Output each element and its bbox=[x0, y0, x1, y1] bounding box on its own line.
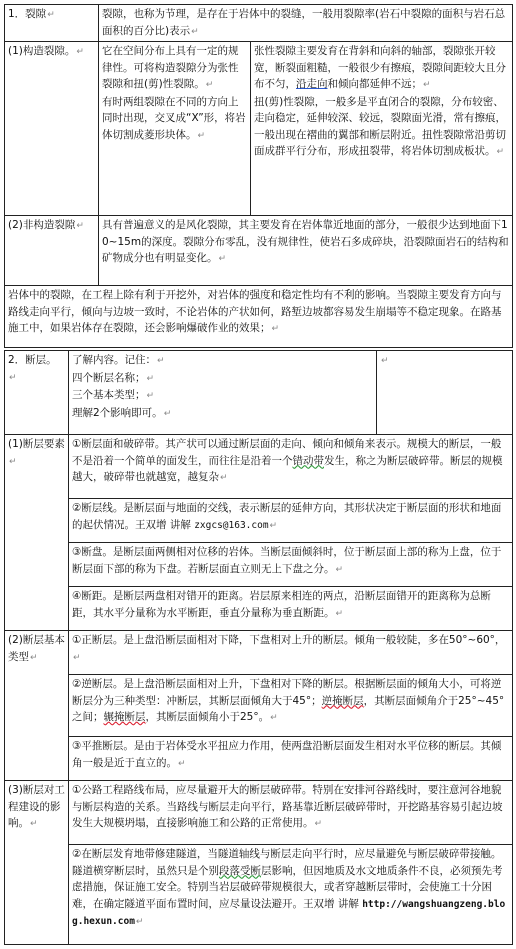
fault-wall-para: ③断盘。是断层面两侧相对位移的岩体。当断层面倾斜时，位于断层面上部的称为上盘，位于断层面下部的称为下盘。若断层面直立则无上下盘之分。↵ bbox=[69, 543, 513, 587]
fault-effects-label: (3)断层对工程建设的影响。↵ bbox=[5, 781, 69, 945]
nontectonic-fissure-text: 具有普遍意义的是风化裂隙，其主要发育在岩体靠近地面的部分，一般很少达到地面下10~15m的深度。裂隙分布零乱，没有规律性，使岩石多成碎块，沿裂隙面岩石的结构和矿物成分也有明显变化。↵ bbox=[99, 216, 513, 286]
reverse-fault-para: ②逆断层。是上盘沿断层面相对上升，下盘相对下降的断层。根据断层面的倾角大小，可将逆断层分为三种类型：冲断层，其断层面倾角大于45°；逆掩断层，其断层面倾角介于25°~45°之间；辗掩断层，其断层面倾角小于25°。↵ bbox=[69, 675, 513, 737]
fault-title-cell: 2．断层。↵ bbox=[5, 351, 69, 435]
aim-item: 了解内容。记住：↵ bbox=[72, 354, 165, 366]
normal-fault-para: ①正断层。是上盘沿断层面相对下降，下盘相对上升的断层。倾角一般较陡，多在50°~60°，↵ bbox=[69, 631, 513, 675]
fault-types-label: (2)断层基本类型↵ bbox=[5, 631, 69, 781]
nontectonic-fissure-label: (2)非构造裂隙↵ bbox=[5, 216, 99, 286]
shear-fissure-para: 扭(剪)性裂隙，一般多是平直闭合的裂隙，分布较密、走向稳定，延伸较深、较远，裂隙面光滑，常有擦痕，一般出现在褶曲的翼部和断层附近。扭性裂隙常沿剪切面成群平行分布，形成扭裂带，将岩体切割成板状。↵ bbox=[254, 95, 506, 157]
fissure-summary-cell: 岩体中的裂隙，在工程上除有利于开挖外，对岩体的强度和稳定性均有不利的影响。当裂隙主要发育方向与路线走向平行，倾向与边坡一致时，不论岩体的产状如何，路堑边坡都容易发生崩塌等不稳定现象。在路基施工中，如果岩体存在裂隙，还会影响爆破作业的效果；↵ bbox=[5, 286, 513, 348]
aim-item: 四个断层名称；↵ bbox=[72, 371, 155, 384]
fault-learning-aims bbox=[69, 351, 377, 435]
fault-throw-para: ④断距。是断层两盘相对错开的距离。岩层原来相连的两点，沿断层面错开的距离称为总断距，其水平分量称为水平断距，垂直分量称为垂直断距。↵ bbox=[69, 587, 513, 631]
tectonic-fissure-label: (1)构造裂隙。↵ bbox=[5, 42, 99, 216]
empty-cell: ↵ bbox=[377, 351, 513, 435]
fissure-title-cell: 1．裂隙↵ bbox=[5, 5, 99, 42]
blog-link[interactable]: http://wangshuangzeng.blog.hexun.com bbox=[72, 898, 506, 927]
email-text: zxgcs@163.com bbox=[194, 519, 269, 531]
fault-plane-para: ①断层面和破碎带。其产状可以通过断层面的走向、倾向和倾角来表示。规模大的断层，一般不是沿着一个简单的面发生，而往往是沿着一个错动带发生，称之为断层破碎带。断层的规模越大，破碎带也就越宽，越复杂↵ bbox=[69, 435, 513, 499]
fault-table bbox=[4, 350, 513, 945]
aim-item: 三个基本类型；↵ bbox=[72, 389, 155, 401]
tectonic-overview-para-2: 有时两组裂隙在不同的方向上同时出现，交叉成“X”形，将岩体切割成菱形块体。↵ bbox=[102, 95, 246, 141]
aim-item: 理解2个影响即可。↵ bbox=[72, 406, 172, 419]
fault-elements-label: (1)断层要素↵ bbox=[5, 435, 69, 631]
strike-slip-fault-para: ③平推断层。是由于岩体受水平扭应力作用，使两盘沿断层面发生相对水平位移的断层。其倾角一般是近于直立的。↵ bbox=[69, 737, 513, 781]
highway-layout-para: ①公路工程路线布局，应尽量避开大的断层破碎带。特别在安排河谷路线时，要注意河谷地貌与断层构造的关系。当路线与断层走向平行，路基靠近断层破碎带时，开挖路基容易引起边坡发生大规模坍塌，直接影响施工和公路的正常使用。↵ bbox=[69, 781, 513, 845]
tunnel-para: ②在断层发育地带修建隧道，当隧道轴线与断层走向平行时，应尽量避免与断层破碎带接触。隧道横穿断层时，虽然只是个别段落受断层影响，但因地质及水文地质条件不良，必须预先考虑措施，保证施工安全。特别当岩层破碎带规模很大，或者穿越断层带时，会使施工十分困难，在确定隧道平面布置时间，应尽量设法避开。王双增 讲解 http://wangshuangzeng.blog.hexun.com↵ bbox=[69, 845, 513, 945]
tectonic-fissure-detail bbox=[251, 42, 513, 216]
fault-line-para: ②断层线。是断层面与地面的交线，表示断层的延伸方向，其形状决定于断层面的形状和地面的起伏情况。王双增 讲解 zxgcs@163.com↵ bbox=[69, 499, 513, 543]
tectonic-overview-para-1: 它在空间分布上具有一定的规律性。可将构造裂隙分为张性裂隙和扭(剪)性裂隙。↵ bbox=[102, 45, 239, 90]
fissure-table bbox=[4, 4, 513, 348]
fissure-definition-cell: 裂隙，也称为节理，是存在于岩体中的裂缝，一般用裂隙率(岩石中裂隙的面积与岩石总面积的百分比)表示↵ bbox=[99, 5, 513, 42]
tensile-fissure-para: 张性裂隙主要发育在背斜和向斜的轴部，裂隙张开较宽，断裂面粗糙，一般很少有擦痕，裂隙间距较大且分布不匀，沿走向和倾向都延伸不远；↵ bbox=[254, 45, 506, 90]
tectonic-fissure-overview bbox=[99, 42, 251, 216]
